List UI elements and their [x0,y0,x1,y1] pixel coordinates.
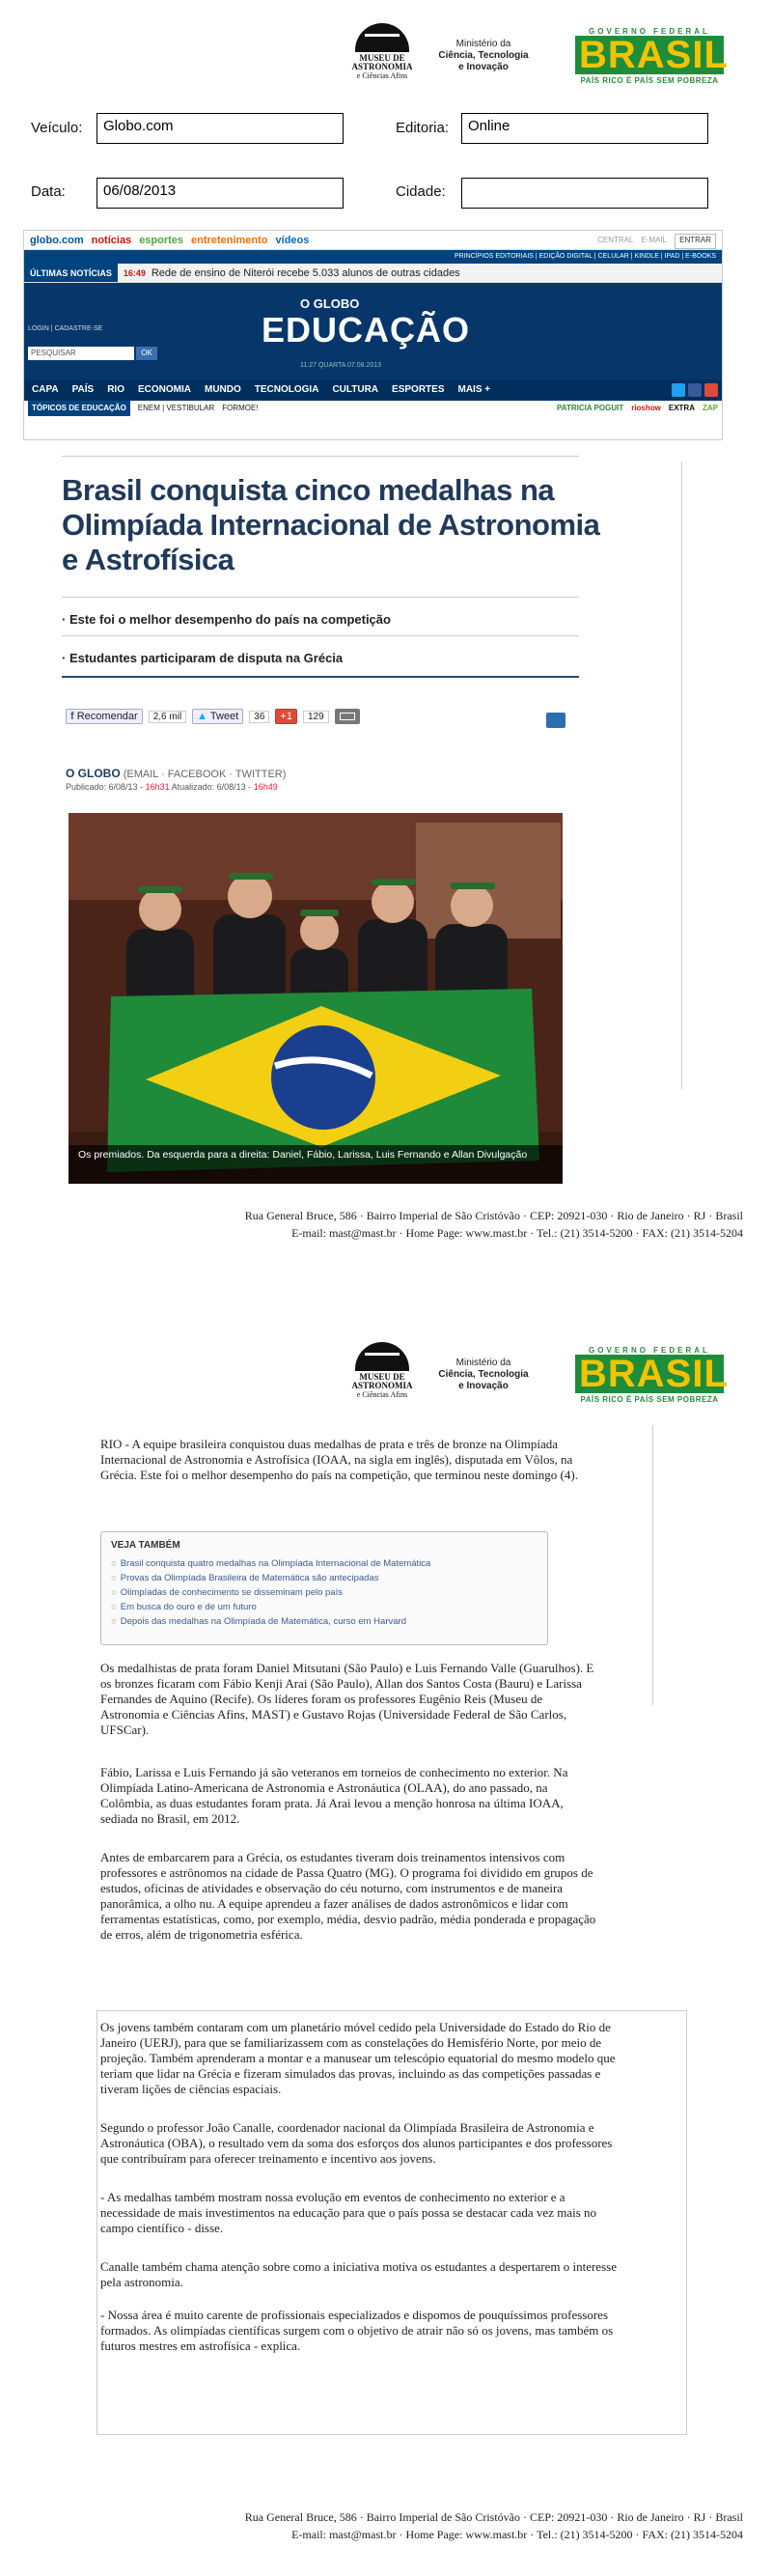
ministry-name [430,1358,537,1392]
editoria-field: Online [461,113,708,144]
paragraph-9: - Nossa área é muito carente de profissionais especializados e dispomos de pouquíssimos professores formados. As olimpíadas científicas surgem com o objetivo de atrair não só os jovens, mas também os futuros mestres em astrofísica - explica. [100,2308,614,2353]
mast-name-line1: MUSEU DE [359,1372,405,1382]
tweet-button[interactable] [192,709,243,724]
facebook-icon: f [70,711,74,722]
bullets-mid-rule [62,635,579,636]
partner-rioshow[interactable]: rioshow [631,404,661,412]
print-icon[interactable] [546,713,565,728]
veiculo-label: Veículo: [31,120,83,136]
globo-top-nav [24,231,722,250]
gov-brand: BRASIL [575,36,724,74]
see-also-link-2[interactable]: ○ Provas da Olimpíada Brasileira de Matemática são antecipadas [111,1571,538,1585]
paragraph-1: RIO - A equipe brasileira conquistou duas medalhas de prata e três de bronze na Olimpíada Internacional de Astronomia e Astrofísica (IOAA, na sigla em inglês), disputada em Vôlos, na Grécia. Este foi o melhor desempenho do país na competição, que terminou neste domingo (4). [100,1437,578,1482]
nav-esportes[interactable]: esportes [139,235,184,246]
facebook-icon[interactable] [688,383,702,397]
ministry-line2: Ciência, Tecnologia [438,50,529,61]
mast-name-line1: MUSEU DE [359,53,405,63]
see-also-link-5[interactable]: ○ Depois das medalhas na Olimpíada de Matemática, curso em Harvard [111,1614,538,1629]
globo-service-strip[interactable]: PRINCÍPIOS EDITORIAIS | EDIÇÃO DIGITAL | CELULAR | KINDLE | IPAD | E-BOOKS [24,250,722,264]
headline-top-rule [62,456,579,457]
gov-top-text: GOVERNO FEDERAL [589,27,710,36]
menu-pais[interactable]: PAÍS [71,384,95,395]
paragraph-7: - As medalhas também mostram nossa evolução em eventos de conhecimento no exterior e a necessidade de mais investimentos na educação para que o país possa se destacar cada vez mais no campo científico - disse. [100,2190,597,2235]
email-share-icon[interactable] [335,709,360,724]
menu-rio[interactable]: RIO [107,384,124,395]
ministry-line1: Ministério da [455,39,511,49]
latest-news-time: 16:49 [123,268,146,278]
tweet-count: 36 [249,711,269,723]
partner-zap[interactable]: ZAP [703,404,718,412]
source-links[interactable]: (EMAIL · FACEBOOK · TWITTER) [123,769,287,780]
article-headline: Brasil conquista cinco medalhas na Olimpíada Internacional de Astronomia e Astrofísica [62,473,600,576]
gov-brasil-logo [575,1346,729,1406]
bullets-top-rule [62,597,579,598]
paragraph-5: Os jovens também contaram com um planetário móvel cedido pela Universidade do Estado do Rio de Janeiro (UERJ), para que se familiarizassem com as constelações do Hemisfério Norte, por meio de projeção. Também aprenderam a montar e a manusear um telescópio equatorial do mesmo modelo que teriam que lidar na Grécia e fizeram simulados das provas, incluindo as das competições passadas e tiveram lições de ciências espaciais. [100,2020,616,2096]
menu-tecnologia[interactable]: TECNOLOGIA [254,384,319,395]
globo-site-header [23,230,723,440]
photo-caption: Os premiados. Da esquerda para a direita: Daniel, Fábio, Larissa, Luis Fernando e Allan Divulgação [69,1145,563,1184]
gov-brasil-logo [575,27,729,87]
letterhead-page2 [0,1329,772,1425]
published-time: 16h31 [145,782,170,792]
ministry-line3: e Inovação [458,1381,509,1391]
footer-address: Rua General Bruce, 586 · Bairro Imperial de São Cristóvão · CEP: 20921-030 · Rio de Janeiro · RJ · Brasil [244,2510,743,2524]
footer-contacts: E-mail: mast@mast.br · Home Page: www.mast.br · Tel.: (21) 3514-5200 · FAX: (21) 3514-5204 [291,2528,743,2541]
latest-news-link[interactable]: Rede de ensino de Niterói recebe 5.033 alunos de outras cidades [151,267,460,279]
topic-enem[interactable]: ENEM | VESTIBULAR [137,404,215,412]
page1-footer [39,1207,743,1242]
menu-mais[interactable]: MAIS + [457,384,491,395]
ministry-line3: e Inovação [458,62,509,72]
see-also-title: VEJA TAMBÉM [111,1540,180,1551]
menu-capa[interactable]: CAPA [32,384,59,395]
ministry-line1: Ministério da [455,1358,511,1368]
veiculo-field: Globo.com [96,113,344,144]
cidade-field [461,178,708,209]
data-label: Data: [31,183,66,200]
summary-bullet-2: · Estudantes participaram de disputa na Grécia [62,651,344,665]
share-bar [66,709,360,724]
summary-bullet-1: · Este foi o melhor desempenho do país na competição [62,612,391,627]
twitter-icon[interactable] [672,383,685,397]
mast-name-line2: ASTRONOMIA [351,1381,413,1390]
search-input[interactable]: PESQUISAR [28,347,134,360]
nav-entrar[interactable]: ENTRAR [675,234,716,249]
latest-news-ticker [24,264,722,283]
observatory-dome-icon [355,1342,409,1371]
footer-address: Rua General Bruce, 586 · Bairro Imperial de São Cristóvão · CEP: 20921-030 · Rio de Janeiro · RJ · Brasil [244,1209,743,1222]
letterhead-page1 [0,0,772,97]
ministry-name [430,39,537,73]
nav-email[interactable]: E-MAIL [641,236,668,244]
gov-brand: BRASIL [575,1355,724,1393]
ministry-line2: Ciência, Tecnologia [438,1369,529,1380]
gov-top-text: GOVERNO FEDERAL [589,1346,710,1355]
facebook-recommend-button[interactable] [66,709,143,724]
oglobo-brand[interactable]: O GLOBO [300,296,360,311]
gov-slogan: PAÍS RICO É PAÍS SEM POBREZA [580,1395,719,1404]
tweet-label: Tweet [209,711,239,722]
updated-label: Atualizado: 6/08/13 - [171,782,252,792]
google-plus-icon[interactable] [704,383,718,397]
students-with-flag-photo [69,813,563,1184]
topic-formoe[interactable]: FORMOE! [222,404,259,412]
nav-central[interactable]: CENTRAL [597,236,634,244]
education-topics-bar [24,401,722,416]
source-byline [66,767,286,780]
mast-name-line2: ASTRONOMIA [351,62,413,71]
bullets-bottom-rule [62,676,579,678]
column-divider [681,462,682,1089]
footer-contacts: E-mail: mast@mast.br · Home Page: www.mast.br · Tel.: (21) 3514-5200 · FAX: (21) 3514-5204 [291,1226,743,1240]
nav-entretenimento[interactable]: entretenimento [191,235,268,246]
twitter-bird-icon: ▲ [197,711,208,722]
plus-count: 129 [303,711,329,723]
google-plus-button[interactable]: +1 [275,709,297,724]
nav-noticias[interactable]: notícias [91,235,132,246]
section-title: EDUCAÇÃO [262,310,471,350]
paragraph-4: Antes de embarcarem para a Grécia, os estudantes tiveram dois treinamentos intensivos com professores e astrônomos na cidade de Passa Quatro (MG). O programa foi dividido em grupos de estudos, oficinas de atividades e observação do céu noturno, com instrumentos e de maneira panorâmica, a olho nu. A equipe aprendeu a fazer análises de dados astronômicos e lidar com ferramentas estatísticas, como, por exemplo, média, desvio padrão, média ponderada e propagação de erros, além de trigonometria esférica. [100,1850,596,1942]
menu-cultura[interactable]: CULTURA [332,384,379,395]
mast-name-line3: e Ciências Afins [356,71,408,80]
observatory-dome-icon [355,23,409,52]
mast-logo [349,1342,415,1402]
published-label: Publicado: 6/08/13 - [66,782,144,792]
publish-dates [66,782,278,792]
source-name[interactable]: O GLOBO [66,767,121,780]
see-also-link-3[interactable]: ○ Olimpíadas de conhecimento se disseminam pelo país [111,1585,538,1600]
page2-footer [39,2508,743,2543]
see-also-link-4[interactable]: ○ Em busca do ouro e de um futuro [111,1600,538,1614]
mast-logo [349,23,415,83]
recommend-count: 2,6 mil [149,711,186,723]
topics-tag: TÓPICOS DE EDUCAÇÃO [28,401,130,416]
masthead-date: 11:27 QUARTA 07.08.2013 [300,362,382,369]
social-icons [672,383,718,397]
column-divider-2 [652,1425,653,1705]
see-also-link-1[interactable]: ○ Brasil conquista quatro medalhas na Olimpíada Internacional de Matemática [111,1556,538,1571]
cidade-label: Cidade: [396,183,446,200]
data-field: 06/08/2013 [96,178,344,209]
section-menu [24,379,722,401]
editoria-label: Editoria: [396,120,450,136]
latest-news-tag: ÚLTIMAS NOTÍCIAS [24,264,118,282]
menu-economia[interactable]: ECONOMIA [137,384,191,395]
search-ok-button[interactable]: OK [136,347,157,360]
globo-masthead [24,283,722,379]
login-link[interactable]: LOGIN | CADASTRE-SE [28,325,103,332]
article-photo [69,813,563,1184]
menu-esportes[interactable]: ESPORTES [392,384,445,395]
see-also-box [100,1531,548,1645]
paragraph-3: Fábio, Larissa e Luis Fernando já são veteranos em torneios de conhecimento no exterior. Na Olimpíada Latino-Americana de Astronomia e Astronáutica (OLAA), do ano passado, na Colômbia, as duas estudantes foram prata. Já Arai levou a menção honrosa na última IOAA, sediada no Brasil, em 2012. [100,1765,568,1826]
nav-globo[interactable]: globo.com [30,235,84,246]
updated-time: 16h49 [253,782,278,792]
paragraph-8: Canalle também chama atenção sobre como a iniciativa motiva os estudantes a despertarem o interesse pela astronomia. [100,2259,617,2289]
nav-videos[interactable]: vídeos [275,235,310,246]
partner-patricia[interactable]: PATRICIA POGUIT [557,404,624,412]
partner-extra[interactable]: EXTRA [668,404,695,412]
paragraph-6: Segundo o professor João Canalle, coordenador nacional da Olimpíada Brasileira de Astronomia e Astronáutica (OBA), o resultado vem da soma dos esforços dos alunos participantes e dos professores que contribuíram para oferecer treinamento e incentivo aos jovens. [100,2120,613,2166]
recommend-label: Recomendar [76,711,138,722]
gov-slogan: PAÍS RICO É PAÍS SEM POBREZA [580,76,719,85]
menu-mundo[interactable]: MUNDO [204,384,241,395]
paragraph-2: Os medalhistas de prata foram Daniel Mitsutani (São Paulo) e Luis Fernando Valle (Guarulhos). E os bronzes ficaram com Fábio Kenji Arai (São Paulo), Allan dos Santos Costa (Bauru) e Larissa Fernandes de Aquino (Recife). Os líderes foram os professores Eugênio Reis (Museu de Astronomia e Ciências Afins, MAST) e Gustavo Rojas (Universidade Federal de São Carlos, UFSCar). [100,1661,594,1737]
mast-name-line3: e Ciências Afins [356,1390,408,1399]
